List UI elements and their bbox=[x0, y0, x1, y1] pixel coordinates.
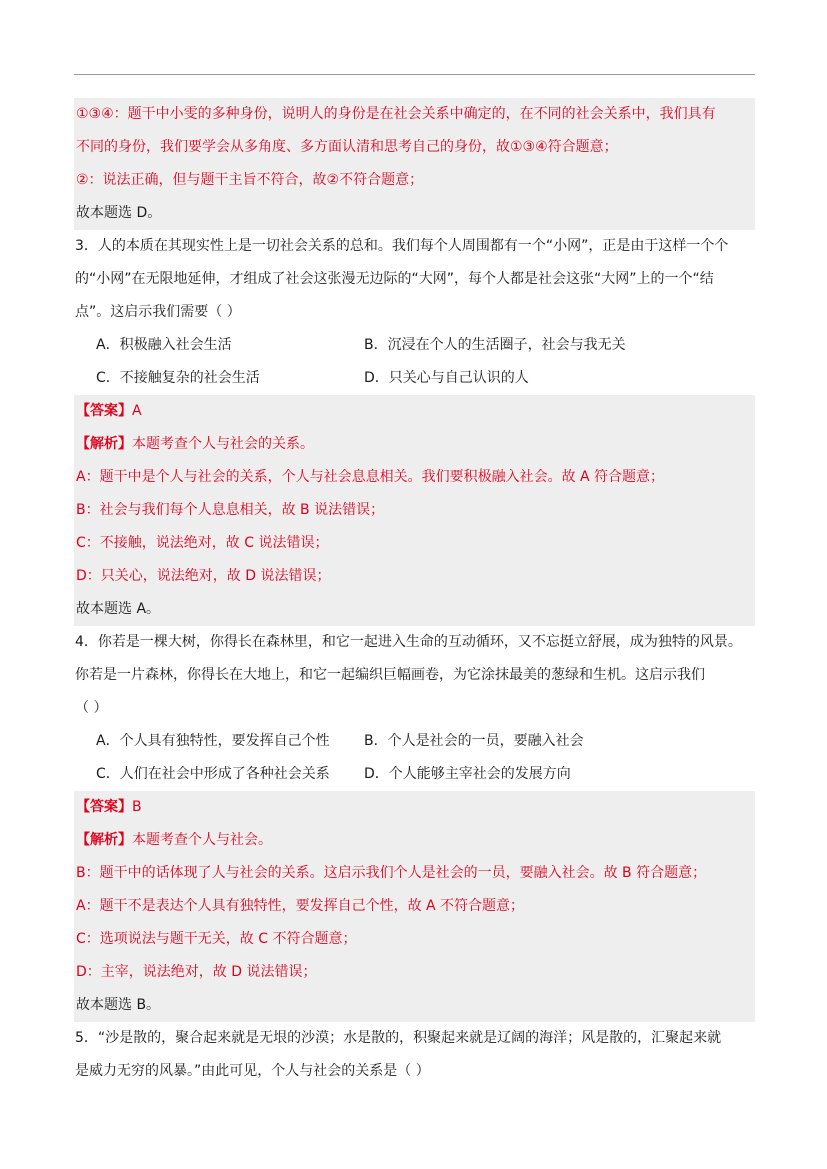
answer-value: B bbox=[132, 799, 142, 815]
analysis-label: 【解析】 bbox=[76, 436, 132, 452]
question-5-stem bbox=[74, 1022, 760, 1088]
answer-label: 【答案】 bbox=[76, 403, 132, 419]
analysis-intro: 本题考查个人与社会。 bbox=[132, 832, 272, 848]
option-a: A．个人具有独特性，要发挥自己个性 bbox=[96, 733, 330, 749]
question-4-stem bbox=[74, 626, 760, 725]
analysis-line: ②：说法正确，但与题干主旨不符合，故②不符合题意； bbox=[76, 172, 424, 188]
analysis-line: ①③④：题干中小雯的多种身份，说明人的身份是在社会关系中确定的，在不同的社会关系中，我们具有 bbox=[76, 106, 716, 122]
answer-line bbox=[74, 791, 755, 824]
stem-line: 3．人的本质在其现实性上是一切社会关系的总和。我们每个人周围都有一个“小网”，正是由于这样一个个 bbox=[75, 238, 729, 254]
header-rule bbox=[74, 74, 755, 75]
analysis-line: D：只关心，说法绝对，故 D 说法错误； bbox=[76, 568, 331, 584]
option-b: B．沉浸在个人的生活圈子，社会与我无关 bbox=[364, 337, 626, 353]
question-3-answer-block bbox=[74, 395, 755, 626]
option-b: B．个人是社会的一员，要融入社会 bbox=[364, 733, 584, 749]
analysis-line: A：题干中是个人与社会的关系，个人与社会息息相关。我们要积极融入社会。故 A 符合题意； bbox=[76, 469, 665, 485]
question-3-options bbox=[74, 329, 760, 395]
analysis-line: B：社会与我们每个人息息相关，故 B 说法错误； bbox=[76, 502, 385, 518]
analysis-line: A：题干不是表达个人具有独特性，要发挥自己个性，故 A 不符合题意； bbox=[76, 898, 525, 914]
analysis-line bbox=[74, 428, 755, 461]
answer-value: A bbox=[132, 403, 142, 419]
stem-line: 4．你若是一棵大树，你得长在森林里，和它一起进入生命的互动循环，又不忘挺立舒展，成为独特的风景。 bbox=[75, 634, 742, 650]
question-4-options bbox=[74, 725, 760, 791]
conclusion-line: 故本题选 B。 bbox=[76, 997, 161, 1013]
question-3-stem bbox=[74, 230, 760, 329]
answer-line bbox=[74, 395, 755, 428]
prev-analysis-block bbox=[74, 98, 755, 230]
stem-line: 点”。这启示我们需要（ ） bbox=[75, 304, 241, 320]
option-c: C．人们在社会中形成了各种社会关系 bbox=[96, 766, 330, 782]
stem-line: 的“小网”在无限地延伸，才组成了社会这张漫无边际的“大网”，每个人都是社会这张“大网”上的一个“结 bbox=[75, 271, 714, 287]
stem-line: （ ） bbox=[75, 700, 108, 716]
document-body bbox=[74, 98, 760, 1088]
option-d: D．只关心与自己认识的人 bbox=[364, 370, 529, 386]
analysis-line bbox=[74, 824, 755, 857]
stem-line: 你若是一片森林，你得长在大地上，和它一起编织巨幅画卷，为它涂抹最美的葱绿和生机。这启示我们 bbox=[75, 667, 705, 683]
stem-line: 5．“沙是散的，聚合起来就是无垠的沙漠；水是散的，积聚起来就是辽阔的海洋；风是散的，汇聚起来就 bbox=[75, 1030, 722, 1046]
analysis-line: D：主宰，说法绝对，故 D 说法错误； bbox=[76, 964, 317, 980]
analysis-line: C：不接触，说法绝对，故 C 说法错误； bbox=[76, 535, 329, 551]
analysis-line: B：题干中的话体现了人与社会的关系。这启示我们个人是社会的一员，要融入社会。故 B 符合题意； bbox=[76, 865, 707, 881]
conclusion-line: 故本题选 A。 bbox=[76, 601, 161, 617]
option-d: D．个人能够主宰社会的发展方向 bbox=[364, 766, 571, 782]
conclusion-line: 故本题选 D。 bbox=[76, 205, 162, 221]
analysis-line: C：选项说法与题干无关，故 C 不符合题意； bbox=[76, 931, 357, 947]
question-4-answer-block bbox=[74, 791, 755, 1022]
option-c: C．不接触复杂的社会生活 bbox=[96, 370, 260, 386]
option-a: A．积极融入社会生活 bbox=[96, 337, 232, 353]
answer-label: 【答案】 bbox=[76, 799, 132, 815]
analysis-line: 不同的身份，我们要学会从多角度、多方面认清和思考自己的身份，故①③④符合题意； bbox=[76, 139, 618, 155]
analysis-intro: 本题考查个人与社会的关系。 bbox=[132, 436, 314, 452]
analysis-label: 【解析】 bbox=[76, 832, 132, 848]
stem-line: 是威力无穷的风暴。”由此可见，个人与社会的关系是（ ） bbox=[75, 1063, 430, 1079]
